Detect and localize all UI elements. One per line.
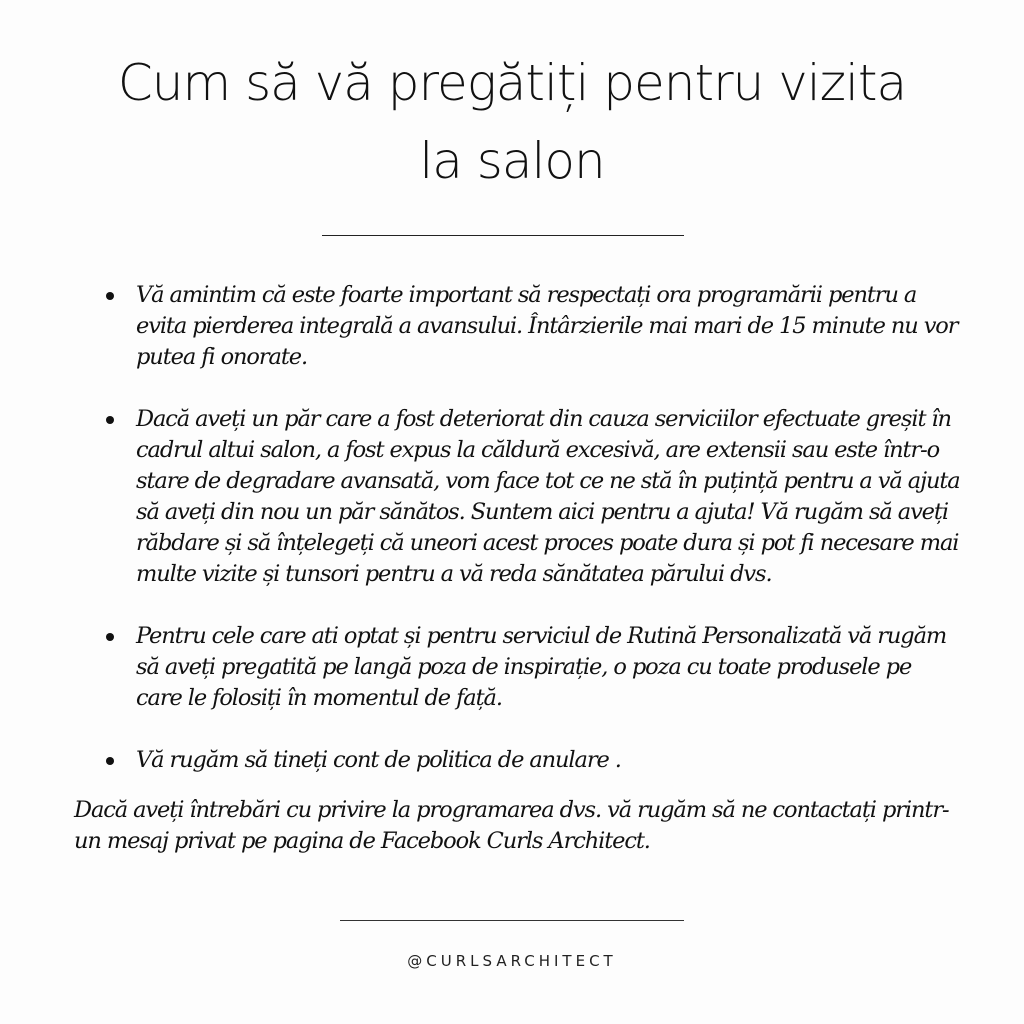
- title-divider: [322, 235, 684, 236]
- list-item-text: Vă amintim că este foarte important să respectați ora programării pentru a evita pierderea integrală a avansului. Întârzierile mai mari de 15 minute nu vor putea fi onorate.: [136, 282, 958, 370]
- page-title-line-2: la salon: [419, 132, 605, 190]
- contact-note: Dacă aveți întrebări cu privire la programarea dvs. vă rugăm să ne contactați printr-un mesaj privat pe pagina de Facebook Curls Architect.: [74, 797, 949, 854]
- bullet-dot-icon: [106, 757, 114, 765]
- list-item-text: Vă rugăm să tineți cont de politica de anulare .: [136, 747, 621, 773]
- instructions-list: [100, 280, 960, 807]
- page-title-line-1: Cum să vă pregătiți pentru vizita: [117, 54, 907, 112]
- footer-divider: [340, 920, 684, 921]
- list-item: [100, 621, 960, 714]
- list-item: [100, 745, 960, 776]
- bullet-dot-icon: [106, 633, 114, 641]
- social-handle: @CURLSARCHITECT: [407, 952, 617, 970]
- bullet-dot-icon: [106, 416, 114, 424]
- list-item-text: Dacă aveți un păr care a fost deteriorat din cauza serviciilor efectuate greșit în cadrul altui salon, a fost expus la căldură excesivă, are extensii sau este într-o stare de degradare avansată, vom face tot ce ne stă în puțință pentru a vă ajuta să aveți din nou un păr sănătos. Suntem aici pentru a ajuta! Vă rugăm să aveți răbdare și să înțelegeți că uneori acest proces poate dura și pot fi necesare mai multe vizite și tunsori pentru a vă reda sănătatea părului dvs.: [136, 406, 960, 587]
- bullet-dot-icon: [106, 292, 114, 300]
- list-item-text: Pentru cele care ati optat și pentru serviciul de Rutină Personalizată vă rugăm să aveți pregatită pe langă poza de inspirație, o poza cu toate produsele pe care le folosiți în momentul de față.: [136, 623, 947, 711]
- list-item: [100, 280, 960, 373]
- list-item: [100, 404, 960, 590]
